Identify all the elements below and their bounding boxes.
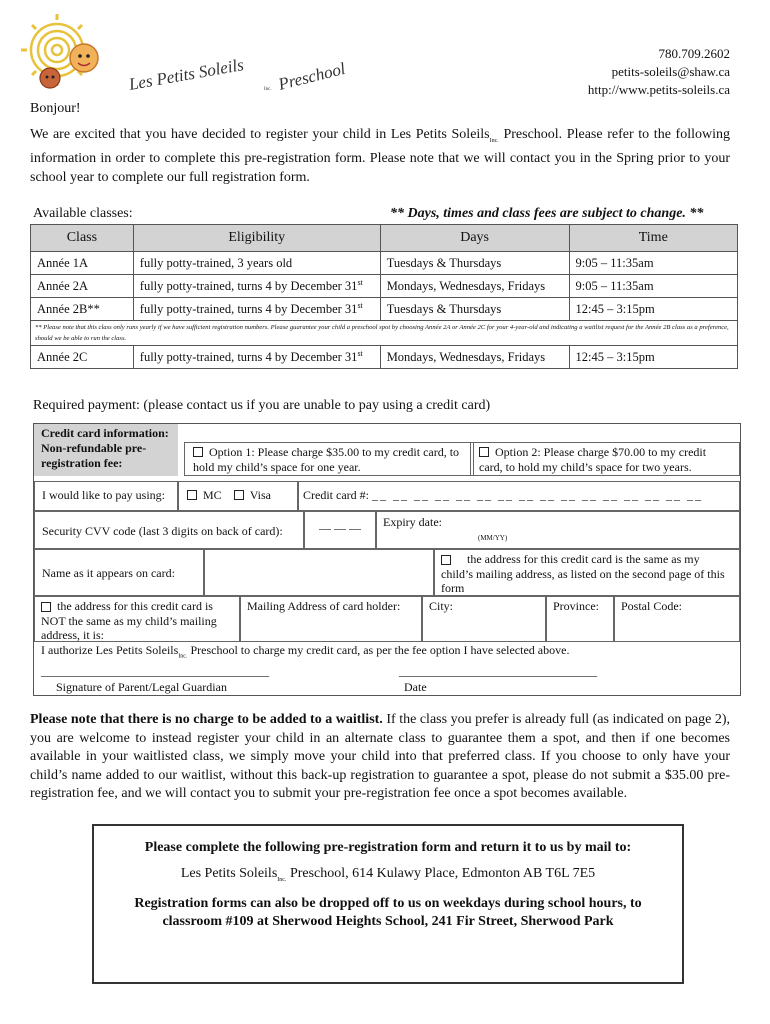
visa-checkbox[interactable] <box>234 490 244 500</box>
intro-text-b: Preschool. Please refer to the following information in order to complete this pre-registration form. Please note that we will contact you in the Spring prior to your school year to complete our full registration form. <box>30 127 730 185</box>
table-row <box>31 346 738 369</box>
authorize-a: I authorize Les Petits Soleils <box>41 643 179 657</box>
option1-text: Option 1: Please charge $35.00 to my credit card, to hold my child’s space for one year. <box>193 445 460 474</box>
table-row <box>31 252 738 275</box>
visa-label: Visa <box>249 488 271 502</box>
eligibility-text: fully potty-trained, turns 4 by December 31 <box>139 279 358 294</box>
expiry-label: Expiry date: <box>383 515 442 529</box>
change-note: ** Days, times and class fees are subject to change. ** <box>390 206 704 221</box>
eligibility-cell <box>133 298 380 321</box>
table-row <box>31 275 738 298</box>
drop-off-note: Registration forms can also be dropped off to us on weekdays during school hours, to classroom #109 at Sherwood Heights School, 241 Fir Street, Sherwood Park <box>134 895 642 929</box>
class-cell: Année 2B** <box>31 298 134 321</box>
waitlist-text: If the class you prefer is already full (as indicated on page 2), you are welcome to instead register your child in an alternate class to guarantee them a spot, and then if one becomes available in your waitlisted class, we simply move your child into that preferred class. If you choose to only have your child’s name added to our waitlist, without this back-up registration to guarantee a spot, please do not submit a $35.00 pre-registration fee, and we will contact you to submit your pre-registration fee once a spot becomes available. <box>30 712 730 801</box>
cc-info-label: Credit card information: <box>41 426 169 440</box>
waitlist-paragraph <box>30 711 730 804</box>
eligibility-cell <box>133 346 380 369</box>
logo-text: Les Petits Soleils <box>127 55 246 94</box>
date-label: Date <box>404 680 427 694</box>
logo-inc: Inc. <box>264 87 272 92</box>
time-cell: 12:45 – 3:15pm <box>569 346 737 369</box>
class-cell: Année 2A <box>31 275 134 298</box>
cc-number-label: Credit card #: <box>303 488 369 502</box>
class-cell: Année 1A <box>31 252 134 275</box>
waitlist-bold: Please note that there is no charge to be added to a waitlist. <box>30 712 383 727</box>
address-b: Preschool, 614 Kulawy Place, Edmonton AB T6L 7E5 <box>286 866 596 881</box>
province-field[interactable]: Province: <box>546 596 614 642</box>
table-row <box>31 298 738 321</box>
option2-checkbox[interactable] <box>470 442 740 476</box>
mail-instructions-box <box>92 824 684 984</box>
classes-table <box>30 224 738 369</box>
cvv-field[interactable]: — — — <box>304 511 376 549</box>
checkbox-icon[interactable] <box>441 555 451 565</box>
footnote-row <box>31 321 738 346</box>
days-cell: Tuesdays & Thursdays <box>380 298 569 321</box>
phone: 780.709.2602 <box>658 46 730 61</box>
same-address-checkbox[interactable] <box>434 549 740 596</box>
preschool-logo <box>12 10 362 105</box>
email: petits-soleils@shaw.ca <box>611 64 730 79</box>
mailing-address-field[interactable]: Mailing Address of card holder: <box>240 596 422 642</box>
cc-info-header <box>34 424 178 476</box>
city-field[interactable]: City: <box>422 596 546 642</box>
nonrefundable-label: Non-refundable pre-registration fee: <box>41 441 147 470</box>
checkbox-icon[interactable] <box>193 447 203 457</box>
superscript-st: st <box>357 348 363 358</box>
website: http://www.petits-soleils.ca <box>587 82 730 97</box>
same-address-text: the address for this credit card is the same as my child’s mailing address, as listed on the second page of this form <box>441 552 725 595</box>
expiry-field[interactable] <box>376 511 740 549</box>
different-address-text: the address for this credit card is NOT the same as my child’s mailing address, it is: <box>41 599 217 642</box>
time-cell: 12:45 – 3:15pm <box>569 298 737 321</box>
date-line[interactable]: _________________________________ <box>399 664 597 678</box>
postal-code-field[interactable]: Postal Code: <box>614 596 740 642</box>
days-cell: Mondays, Wednesdays, Fridays <box>380 346 569 369</box>
time-cell: 9:05 – 11:35am <box>569 252 737 275</box>
checkbox-icon[interactable] <box>479 447 489 457</box>
expiry-format: (MM/YY) <box>478 534 508 542</box>
days-cell: Mondays, Wednesdays, Fridays <box>380 275 569 298</box>
eligibility-cell: fully potty-trained, 3 years old <box>133 252 380 275</box>
payment-form <box>33 423 741 696</box>
class-cell: Année 2C <box>31 346 134 369</box>
address-inc: Inc. <box>277 876 287 883</box>
cc-number-field[interactable] <box>298 481 740 511</box>
cc-number-blanks: __ __ __ __ __ __ __ __ __ __ __ __ __ __ __ __ <box>371 488 703 502</box>
superscript-st: st <box>357 300 363 310</box>
authorization-section <box>34 642 740 695</box>
different-address-checkbox[interactable] <box>34 596 240 642</box>
option2-text: Option 2: Please charge $70.00 to my credit card, to hold my child’s space for two years. <box>479 445 707 474</box>
eligibility-text: fully potty-trained, turns 4 by December 31 <box>139 302 358 317</box>
superscript-st: st <box>357 277 363 287</box>
signature-label: Signature of Parent/Legal Guardian <box>56 680 227 694</box>
mail-instructions-heading: Please complete the following pre-registration form and return it to us by mail to: <box>144 840 632 855</box>
card-type-select <box>178 481 298 511</box>
pay-using-label: I would like to pay using: <box>34 481 178 511</box>
contact-info <box>588 45 730 99</box>
required-payment-label: Required payment: (please contact us if you are unable to pay using a credit card) <box>33 398 491 413</box>
col-days: Days <box>380 225 569 252</box>
available-classes-label: Available classes: <box>33 206 133 221</box>
eligibility-cell <box>133 275 380 298</box>
mc-label: MC <box>203 488 222 502</box>
col-time: Time <box>569 225 737 252</box>
intro-inc: Inc. <box>489 137 499 144</box>
sun-logo-icon <box>12 10 362 105</box>
intro-text-a: We are excited that you have decided to register your child in Les Petits Soleils <box>30 127 490 142</box>
authorize-text <box>41 643 733 659</box>
greeting: Bonjour! <box>30 101 81 116</box>
class-footnote: ** Please note that this class only runs yearly if we have sufficient registration numbers. Please guarantee your child a preschool spot by choosing Année 2A or Année 2C for your 4-year-old and indicating a waitlist request for the Année 2B class as a preference, should we be able to run the class. <box>31 321 738 346</box>
address-a: Les Petits Soleils <box>180 866 278 881</box>
col-eligibility: Eligibility <box>133 225 380 252</box>
days-cell: Tuesdays & Thursdays <box>380 252 569 275</box>
name-on-card-input[interactable] <box>204 549 434 596</box>
checkbox-icon[interactable] <box>41 602 51 612</box>
cvv-label: Security CVV code (last 3 digits on back of card): <box>34 511 304 549</box>
mc-checkbox[interactable] <box>187 490 197 500</box>
mailing-address <box>94 866 682 883</box>
intro-paragraph <box>30 126 730 187</box>
signature-line[interactable]: ______________________________________ <box>41 664 269 678</box>
logo-preschool: Preschool <box>276 58 348 94</box>
authorize-inc: Inc. <box>178 653 188 660</box>
time-cell: 9:05 – 11:35am <box>569 275 737 298</box>
name-on-card-label: Name as it appears on card: <box>34 549 204 596</box>
col-class: Class <box>31 225 134 252</box>
table-header-row <box>31 225 738 252</box>
authorize-b: Preschool to charge my credit card, as per the fee option I have selected above. <box>187 643 570 657</box>
option1-checkbox[interactable] <box>184 442 474 476</box>
eligibility-text: fully potty-trained, turns 4 by December 31 <box>139 350 358 365</box>
